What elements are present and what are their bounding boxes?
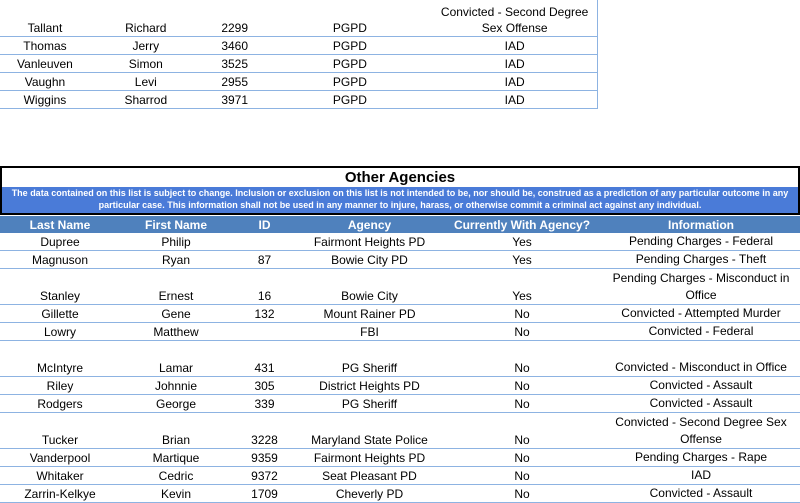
id-cell: 132 — [232, 305, 297, 323]
information-cell: IAD — [432, 90, 597, 108]
last-name-cell: Vanderpool — [0, 449, 120, 467]
agency-cell: Fairmont Heights PD — [297, 233, 442, 251]
id-cell: 431 — [232, 341, 297, 377]
table-row — [0, 251, 800, 269]
first-name-cell: Philip — [120, 233, 232, 251]
id-cell: 3971 — [202, 90, 268, 108]
first-name-cell: Richard — [90, 0, 202, 36]
table-row — [0, 449, 800, 467]
first-name-cell: Matthew — [120, 323, 232, 341]
table-row — [0, 233, 800, 251]
information-cell: Pending Charges - Federal — [602, 233, 800, 251]
first-name-cell: Cedric — [120, 467, 232, 485]
information-cell: Convicted - Attempted Murder — [602, 305, 800, 323]
column-header-last-name: Last Name — [0, 216, 120, 233]
agency-cell: FBI — [297, 323, 442, 341]
currently-with-agency-cell: Yes — [442, 251, 602, 269]
first-name-cell: Ernest — [120, 269, 232, 305]
first-name-cell: Simon — [90, 54, 202, 72]
first-name-cell: Kevin — [120, 485, 232, 503]
first-name-cell: Lamar — [120, 341, 232, 377]
other-agencies-title: Other Agencies — [0, 166, 800, 187]
last-name-cell: Tucker — [0, 413, 120, 449]
id-cell: 1709 — [232, 485, 297, 503]
agency-cell: PG Sheriff — [297, 395, 442, 413]
information-cell: IAD — [432, 54, 597, 72]
table-row — [0, 72, 598, 90]
first-name-cell: Ryan — [120, 251, 232, 269]
column-header-currently-with-agency: Currently With Agency? — [442, 216, 602, 233]
id-cell: 305 — [232, 377, 297, 395]
last-name-cell: Lowry — [0, 323, 120, 341]
first-name-cell: Martique — [120, 449, 232, 467]
table-row — [0, 0, 598, 36]
last-name-cell: Rodgers — [0, 395, 120, 413]
last-name-cell: Magnuson — [0, 251, 120, 269]
information-cell: IAD — [602, 467, 800, 485]
agency-cell: Seat Pleasant PD — [297, 467, 442, 485]
information-cell: Convicted - Assault — [602, 377, 800, 395]
currently-with-agency-cell: No — [442, 413, 602, 449]
agency-cell: PGPD — [268, 36, 433, 54]
information-cell: Convicted - Misconduct in Office — [602, 341, 800, 377]
id-cell: 2955 — [202, 72, 268, 90]
top-roster-table — [0, 0, 598, 109]
id-cell: 3228 — [232, 413, 297, 449]
column-header-agency: Agency — [297, 216, 442, 233]
agency-cell: PG Sheriff — [297, 341, 442, 377]
currently-with-agency-cell: No — [442, 449, 602, 467]
table-row — [0, 90, 598, 108]
information-cell: Pending Charges - Rape — [602, 449, 800, 467]
last-name-cell: Riley — [0, 377, 120, 395]
agency-cell: Fairmont Heights PD — [297, 449, 442, 467]
column-header-id: ID — [232, 216, 297, 233]
table-row — [0, 305, 800, 323]
currently-with-agency-cell: No — [442, 395, 602, 413]
agency-cell: Cheverly PD — [297, 485, 442, 503]
agency-cell: PGPD — [268, 90, 433, 108]
last-name-cell: Zarrin-Kelkye — [0, 485, 120, 503]
id-cell: 9359 — [232, 449, 297, 467]
last-name-cell: Stanley — [0, 269, 120, 305]
last-name-cell: Wiggins — [0, 90, 90, 108]
currently-with-agency-cell: No — [442, 467, 602, 485]
id-cell: 87 — [232, 251, 297, 269]
agency-cell: Bowie City — [297, 269, 442, 305]
currently-with-agency-cell: No — [442, 485, 602, 503]
information-cell: Convicted - Assault — [602, 395, 800, 413]
agency-cell: District Heights PD — [297, 377, 442, 395]
id-cell: 339 — [232, 395, 297, 413]
first-name-cell: Johnnie — [120, 377, 232, 395]
information-cell: Convicted - Assault — [602, 485, 800, 503]
information-cell: Pending Charges - Theft — [602, 251, 800, 269]
id-cell — [232, 323, 297, 341]
id-cell: 16 — [232, 269, 297, 305]
currently-with-agency-cell: No — [442, 377, 602, 395]
last-name-cell: Gillette — [0, 305, 120, 323]
last-name-cell: Vaughn — [0, 72, 90, 90]
column-header-first-name: First Name — [120, 216, 232, 233]
disclaimer-banner: The data contained on this list is subject to change. Inclusion or exclusion on this list is not intended to be, nor should be, construed as a prediction of any particular outcome in any particular case. This information shall not be used in any manner to injure, harass, or otherwise commit a criminal act against any individual. — [0, 187, 800, 215]
information-cell: IAD — [432, 72, 597, 90]
agency-cell: PGPD — [268, 72, 433, 90]
last-name-cell: Whitaker — [0, 467, 120, 485]
table-row — [0, 36, 598, 54]
information-cell: Convicted - Second Degree Sex Offense — [602, 413, 800, 449]
last-name-cell: Vanleuven — [0, 54, 90, 72]
table-row — [0, 395, 800, 413]
last-name-cell: Tallant — [0, 0, 90, 36]
table-row — [0, 377, 800, 395]
column-header-information: Information — [602, 216, 800, 233]
last-name-cell: Thomas — [0, 36, 90, 54]
currently-with-agency-cell: Yes — [442, 269, 602, 305]
information-cell: IAD — [432, 36, 597, 54]
id-cell — [232, 233, 297, 251]
first-name-cell: Sharrod — [90, 90, 202, 108]
agency-cell: Mount Rainer PD — [297, 305, 442, 323]
currently-with-agency-cell: No — [442, 341, 602, 377]
last-name-cell: McIntyre — [0, 341, 120, 377]
table-row — [0, 323, 800, 341]
first-name-cell: Levi — [90, 72, 202, 90]
id-cell: 3525 — [202, 54, 268, 72]
last-name-cell: Dupree — [0, 233, 120, 251]
agency-cell: Maryland State Police — [297, 413, 442, 449]
currently-with-agency-cell: No — [442, 323, 602, 341]
first-name-cell: Gene — [120, 305, 232, 323]
first-name-cell: Jerry — [90, 36, 202, 54]
id-cell: 2299 — [202, 0, 268, 36]
information-cell: Convicted - Federal — [602, 323, 800, 341]
information-cell: Pending Charges - Misconduct in Office — [602, 269, 800, 305]
table-row — [0, 413, 800, 449]
currently-with-agency-cell: Yes — [442, 233, 602, 251]
first-name-cell: George — [120, 395, 232, 413]
table-row — [0, 54, 598, 72]
other-agencies-table — [0, 216, 800, 503]
id-cell: 3460 — [202, 36, 268, 54]
table-row — [0, 269, 800, 305]
first-name-cell: Brian — [120, 413, 232, 449]
header-row — [0, 216, 800, 233]
id-cell: 9372 — [232, 467, 297, 485]
agency-cell: Bowie City PD — [297, 251, 442, 269]
information-cell: Convicted - Second Degree Sex Offense — [432, 0, 597, 36]
table-row — [0, 467, 800, 485]
table-row — [0, 485, 800, 503]
agency-cell: PGPD — [268, 54, 433, 72]
currently-with-agency-cell: No — [442, 305, 602, 323]
table-row — [0, 341, 800, 377]
agency-cell: PGPD — [268, 0, 433, 36]
